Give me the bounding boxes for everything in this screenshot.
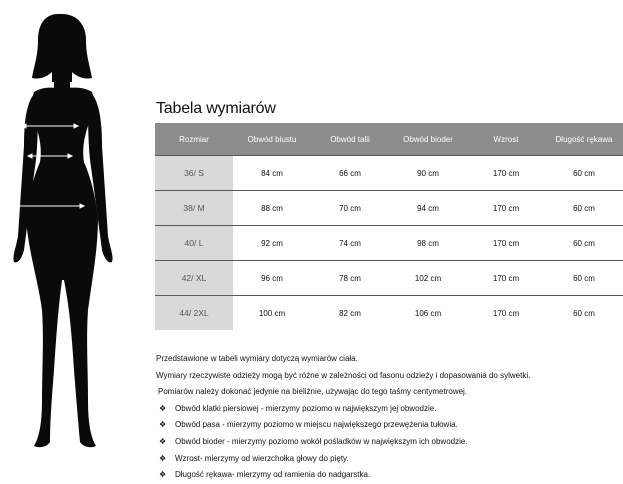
- header-size: Rozmiar: [155, 123, 233, 156]
- header-sleeve: Długość rękawa: [545, 123, 623, 156]
- diamond-bullet-icon: ❖: [159, 470, 167, 480]
- body-silhouette-image: [0, 0, 140, 480]
- note-bullet-item: [156, 417, 596, 434]
- table-row: [155, 296, 623, 331]
- note-bullet-text: Obwód pasa - mierzymy poziomo w miejscu największego przewężenia tułowia.: [175, 420, 458, 430]
- height-cell: 170 cm: [467, 261, 545, 296]
- height-cell: 170 cm: [467, 156, 545, 191]
- hips-cell: 102 cm: [389, 261, 467, 296]
- note-bullet-text: Długość rękawa- mierzymy od ramienia do nadgarstka.: [175, 470, 371, 480]
- table-row: [155, 156, 623, 191]
- note-bullet-text: Obwód klatki piersiowej - mierzymy poziomo w największym jej obwodzie.: [175, 403, 437, 413]
- waist-cell: 82 cm: [311, 296, 389, 331]
- size-cell: 38/ M: [155, 191, 233, 226]
- note-intro-line: Pomiarów należy dokonać jedynie na bieliźnie, używając do tego taśmy centymetrowej.: [158, 387, 468, 397]
- waist-cell: 70 cm: [311, 191, 389, 226]
- table-header-row: [155, 123, 623, 156]
- header-waist: Obwód talii: [311, 123, 389, 156]
- note-bullet-item: [156, 401, 596, 418]
- bust-cell: 100 cm: [233, 296, 311, 331]
- size-table: [155, 123, 623, 330]
- diamond-bullet-icon: ❖: [159, 403, 167, 413]
- size-cell: 36/ S: [155, 156, 233, 191]
- size-cell: 42/ XL: [155, 261, 233, 296]
- hips-cell: 90 cm: [389, 156, 467, 191]
- page-title: Tabela wymiarów: [156, 100, 276, 117]
- note-intro-line: Przedstawione w tabeli wymiary dotyczą wymiarów ciała.: [156, 354, 358, 363]
- header-bust: Obwód biustu: [233, 123, 311, 156]
- bust-cell: 88 cm: [233, 191, 311, 226]
- bust-cell: 92 cm: [233, 226, 311, 261]
- hips-cell: 94 cm: [389, 191, 467, 226]
- header-hips: Obwód bioder: [389, 123, 467, 156]
- table-row: [155, 191, 623, 226]
- note-bullet-item: [156, 434, 596, 451]
- note-bullet-text: Obwód bioder - mierzymy poziomo wokół pośladków w największym ich obwodzie.: [175, 436, 468, 446]
- height-cell: 170 cm: [467, 226, 545, 261]
- note-intro-line: Wymiary rzeczywiste odzieży mogą być różne w zależności od fasonu odzieży i dopasowania do sylwetki.: [156, 370, 531, 380]
- waist-cell: 78 cm: [311, 261, 389, 296]
- height-cell: 170 cm: [467, 191, 545, 226]
- sleeve-cell: 60 cm: [545, 156, 623, 191]
- bust-cell: 84 cm: [233, 156, 311, 191]
- sleeve-cell: 60 cm: [545, 226, 623, 261]
- size-cell: 44/ 2XL: [155, 296, 233, 331]
- table-row: [155, 226, 623, 261]
- note-bullet-item: [156, 467, 596, 484]
- measurement-notes: [156, 351, 596, 484]
- size-cell: 40/ L: [155, 226, 233, 261]
- hips-cell: 98 cm: [389, 226, 467, 261]
- sleeve-cell: 60 cm: [545, 261, 623, 296]
- table-row: [155, 261, 623, 296]
- diamond-bullet-icon: ❖: [159, 453, 167, 463]
- waist-cell: 66 cm: [311, 156, 389, 191]
- hips-cell: 106 cm: [389, 296, 467, 331]
- note-bullet-item: [156, 451, 596, 468]
- sleeve-cell: 60 cm: [545, 191, 623, 226]
- sleeve-cell: 60 cm: [545, 296, 623, 331]
- waist-cell: 74 cm: [311, 226, 389, 261]
- header-height: Wzrost: [467, 123, 545, 156]
- height-cell: 170 cm: [467, 296, 545, 331]
- size-table-container: [155, 123, 613, 333]
- diamond-bullet-icon: ❖: [159, 420, 167, 430]
- bust-cell: 96 cm: [233, 261, 311, 296]
- note-bullet-text: Wzrost- mierzymy od wierzchołka głowy do pięty.: [175, 453, 349, 463]
- diamond-bullet-icon: ❖: [159, 436, 167, 446]
